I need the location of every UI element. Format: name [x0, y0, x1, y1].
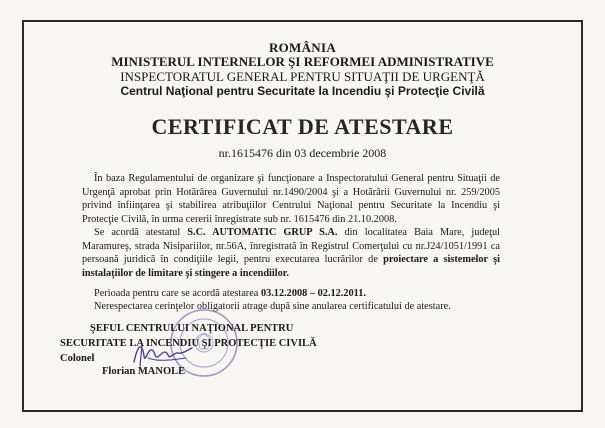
company-name: S.C. AUTOMATIC GRUP S.A. — [187, 227, 338, 238]
certificate-number: nr.1615476 din 03 decembrie 2008 — [218, 146, 387, 160]
paragraph-legal-basis — [82, 172, 500, 226]
header-center: Centrul Naţional pentru Securitate la Incendiu şi Protecţie Civilă — [120, 84, 485, 98]
paragraph-grant — [82, 226, 500, 280]
paragraph-warning — [82, 300, 500, 314]
grant-text-a: Se acordă atestatul — [94, 227, 188, 238]
paragraph-legal-basis-text: În baza Regulamentului de organizare şi funcţionare a Inspectoratului General pentru Situaţii de Urgenţă aprobat prin Hotărârea Guvernului nr.1490/2004 şi a Hotărârii Guvernului nr. 259/2005 privind înfiinţarea şi stabilirea atribuţiilor Centrului Naţional pentru Securitate la Incendiu şi Protecţie Civilă, în urma cererii înregistrate sub nr. 1615476 din 21.10.2008. — [82, 173, 500, 225]
header-ministry: MINISTERUL INTERNELOR ŞI REFORMEI ADMINISTRATIVE — [111, 54, 494, 69]
paragraph-period — [82, 287, 500, 301]
grant-text-b: din localitatea Baia Mare, judeţul Maramureş, strada Nisipariilor, nr.56A, înregistrată în Registrul Comerţului cu nr.J24/1051/1991 ca persoană juridică în condiţiile legii, pentru executarea lucrărilor de — [82, 227, 500, 266]
certificate-title: CERTIFICAT DE ATESTARE — [151, 114, 454, 139]
handwritten-signature — [128, 338, 198, 370]
warning-text: Nerespectarea cerinţelor obligatorii atrage după sine anularea certificatului de atestare. — [94, 301, 451, 312]
grant-scope: proiectare a sistemelor şi instalaţiilor de limitare şi stingere a incendiilor. — [82, 254, 501, 279]
signatory-title-line2: SECURITATE LA INCENDIU ŞI PROTECŢIE CIVILĂ — [60, 338, 317, 349]
signatory-name: Florian MANOLE — [102, 366, 186, 377]
header-inspectorate: INSPECTORATUL GENERAL PENTRU SITUAŢII DE URGENŢĂ — [120, 69, 485, 84]
signatory-title-line1: ŞEFUL CENTRULUI NAŢIONAL PENTRU — [90, 323, 294, 334]
period-dates: 03.12.2008 – 02.12.2011. — [260, 288, 366, 299]
period-text: Perioada pentru care se acordă atestarea — [94, 288, 261, 299]
header-country: ROMÂNIA — [268, 40, 337, 55]
signatory-rank: Colonel — [60, 353, 95, 364]
